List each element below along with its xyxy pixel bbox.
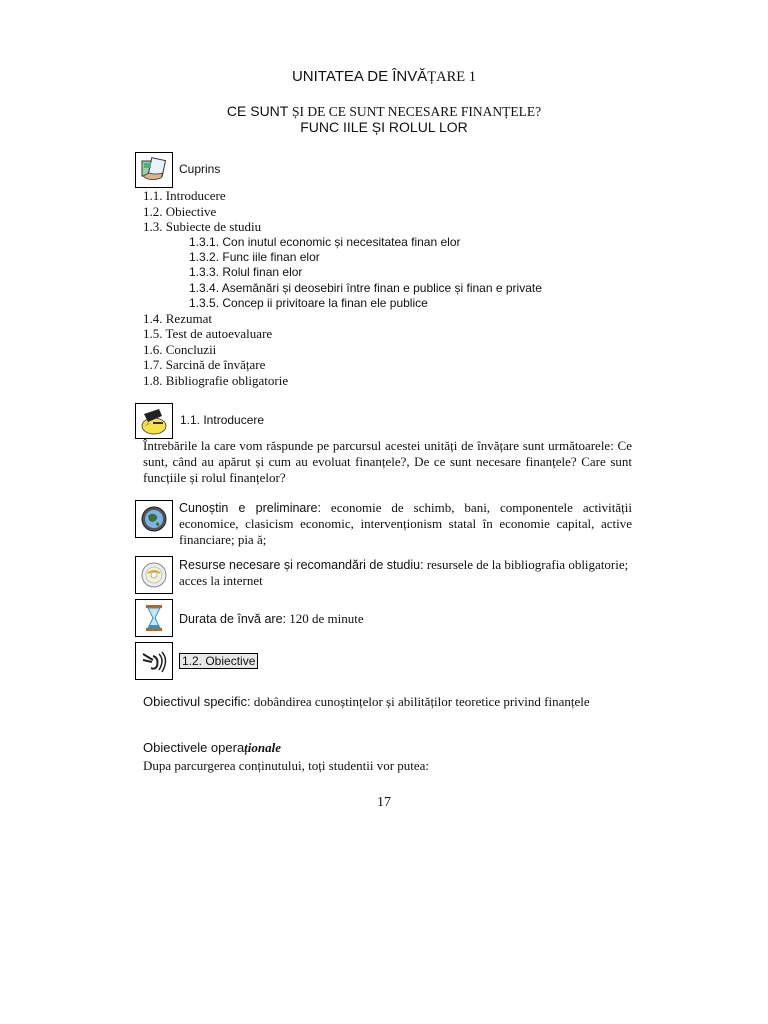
prelim-text: economie de schimb, bani, componentele activității economice, clasicism economic, intervenționism statal în economie capital, active financiare; pia ă; <box>179 500 632 547</box>
toc-item: 1.4. Rezumat <box>143 311 212 326</box>
toc-item: 1.5. Test de autoevaluare <box>143 326 273 341</box>
hourglass-icon <box>135 599 173 637</box>
chapter-title-sans: CE SUNT <box>226 103 292 119</box>
toc-item: 1.6. Concluzii <box>143 342 217 357</box>
intro-heading: 1.1. Introducere <box>180 413 265 427</box>
obiectiv-specific-label: Obiectivul specific: <box>143 694 251 709</box>
cd-disc-icon <box>135 556 173 594</box>
toc-item: 1.7. Sarcină de învățare <box>143 357 266 372</box>
resurse-label: Resurse necesare și recomandări de studiu: <box>179 558 424 572</box>
toc-subitem: 1.3.4. Asemănări și deosebiri între finan e publice și finan e private <box>189 281 542 295</box>
obiective-heading-text: 1.2. Obiective <box>179 653 258 669</box>
unit-title <box>0 68 768 86</box>
obiective-operationale-label <box>143 740 281 756</box>
resurse-text: resursele de la bibliografia obligatorie; acces la internet <box>179 557 629 588</box>
obiectiv-specific <box>143 694 632 710</box>
unit-title-serif: ȚARE 1 <box>427 69 477 85</box>
obiective-operationale-text: Dupa parcurgerea conținutului, toți studentii vor putea: <box>143 758 430 773</box>
pencil-note-icon <box>135 403 173 439</box>
cuprins-label: Cuprins <box>179 162 221 176</box>
chapter-subtitle: FUNC IILE ȘI ROLUL LOR <box>300 119 468 135</box>
chapter-title-serif: ȘI DE CE SUNT NECESARE FINANȚELE? <box>291 104 542 119</box>
page-number: 17 <box>377 795 391 810</box>
globe-icon <box>135 500 173 538</box>
obiective-heading <box>179 654 258 668</box>
toc-subitem: 1.3.1. Con inutul economic și necesitatea finan elor <box>189 235 461 249</box>
notebook-hand-icon <box>135 152 173 188</box>
durata-label: Durata de învă are: <box>179 612 287 626</box>
toc-subitem: 1.3.5. Concep ii privitoare la finan ele publice <box>189 296 428 310</box>
toc-item: 1.8. Bibliografie obligatorie <box>143 373 289 388</box>
intro-text: Întrebările la care vom răspunde pe parcursul acestei unități de învățare sunt următoarele: Ce sunt, când au apărut și cum au evoluat finanțele?, De ce sunt necesare finanțele? Care sunt funcțiile și rolul finanțelor? <box>143 438 632 485</box>
durata-text: 120 de minute <box>286 611 364 626</box>
toc-item: 1.3. Subiecte de studiu <box>143 219 262 234</box>
ear-hand-icon <box>135 642 173 680</box>
durata-paragraph <box>179 611 632 627</box>
toc-item: 1.1. Introducere <box>143 188 226 203</box>
resurse-paragraph <box>179 557 632 589</box>
toc-item: 1.2. Obiective <box>143 204 217 219</box>
prelim-label: Cunoștin e preliminare: <box>179 501 321 515</box>
oper-label-italic: ționale <box>244 740 282 755</box>
toc-subitem: 1.3.3. Rolul finan elor <box>189 265 303 279</box>
prelim-paragraph <box>179 500 632 548</box>
unit-title-sans: UNITATEA DE ÎNVĂ <box>291 68 428 85</box>
oper-label-sans: Obiectivele opera <box>143 740 245 755</box>
toc-subitem: 1.3.2. Func iile finan elor <box>189 250 320 264</box>
obiectiv-specific-text: dobândirea cunoștințelor și abilităților teoretice privind finanțele <box>250 694 590 709</box>
